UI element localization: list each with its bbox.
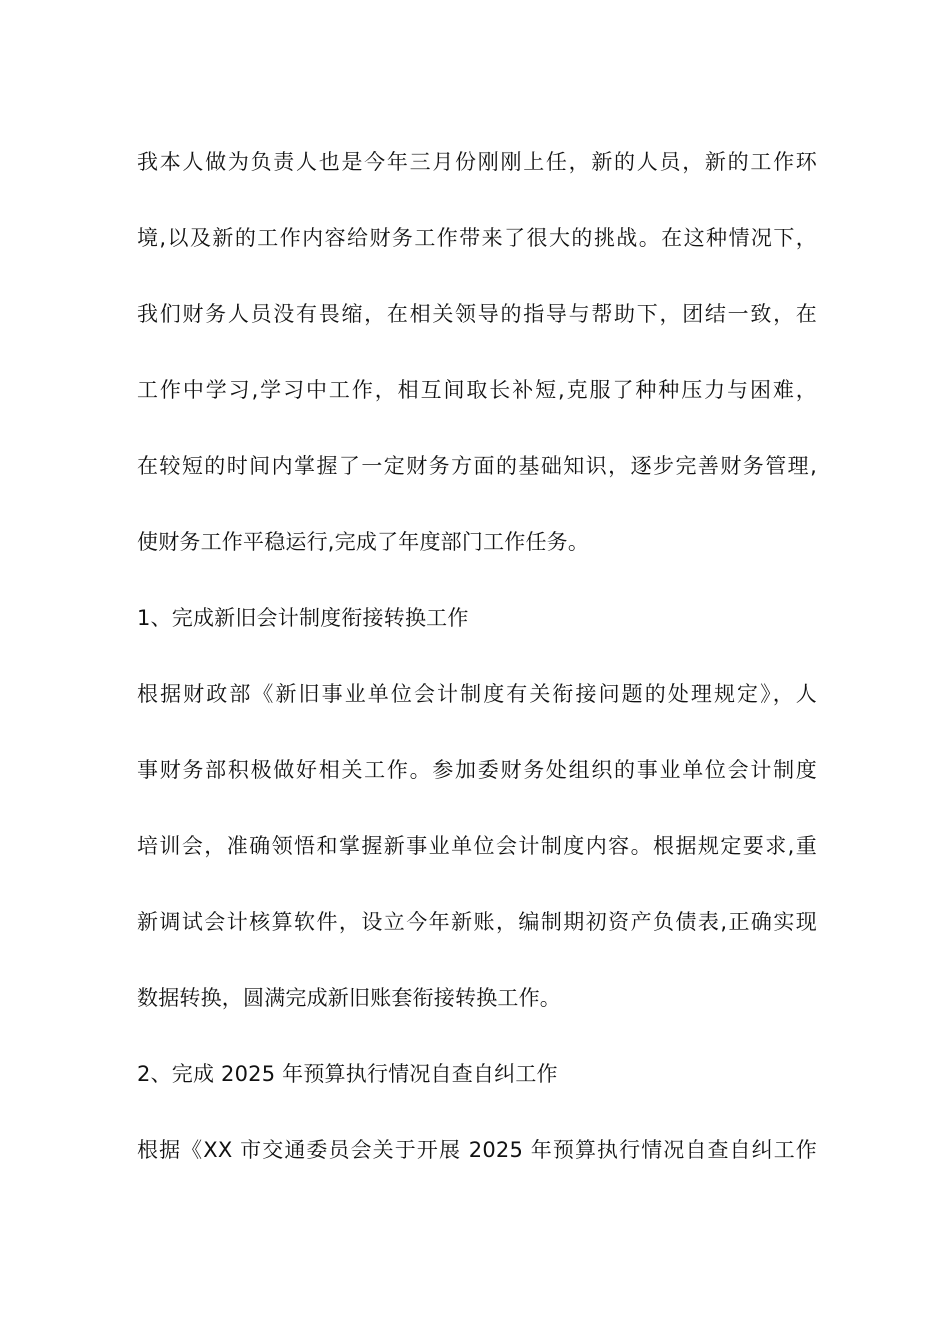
paragraph-line: 我们财务人员没有畏缩，在相关领导的指导与帮助下，团结一致，在	[137, 302, 817, 326]
paragraph-line: 工作中学习,学习中工作，相互间取长补短,克服了种种压力与困难，	[137, 378, 817, 402]
section-heading: 2、完成 2025 年预算执行情况自查自纠工作	[137, 1062, 558, 1086]
paragraph-line: 境,以及新的工作内容给财务工作带来了很大的挑战。在这种情况下，	[137, 226, 817, 250]
section-heading: 1、完成新旧会计制度衔接转换工作	[137, 606, 469, 630]
paragraph-line: 数据转换，圆满完成新旧账套衔接转换工作。	[137, 986, 561, 1010]
document-body	[137, 143, 817, 1207]
paragraph-line: 我本人做为负责人也是今年三月份刚刚上任，新的人员，新的工作环	[137, 150, 817, 174]
paragraph-line: 根据财政部《新旧事业单位会计制度有关衔接问题的处理规定》，人	[137, 682, 817, 706]
paragraph-line: 事财务部积极做好相关工作。参加委财务处组织的事业单位会计制度	[137, 758, 817, 782]
paragraph-line: 培训会，准确领悟和掌握新事业单位会计制度内容。根据规定要求,重	[137, 834, 817, 858]
paragraph-line: 在较短的时间内掌握了一定财务方面的基础知识，逐步完善财务管理,	[137, 454, 817, 478]
paragraph-line: 新调试会计核算软件，设立今年新账，编制期初资产负债表,正确实现	[137, 910, 817, 934]
paragraph-line: 根据《XX 市交通委员会关于开展 2025 年预算执行情况自查自纠工作	[137, 1138, 817, 1162]
paragraph-line: 使财务工作平稳运行,完成了年度部门工作任务。	[137, 530, 590, 554]
